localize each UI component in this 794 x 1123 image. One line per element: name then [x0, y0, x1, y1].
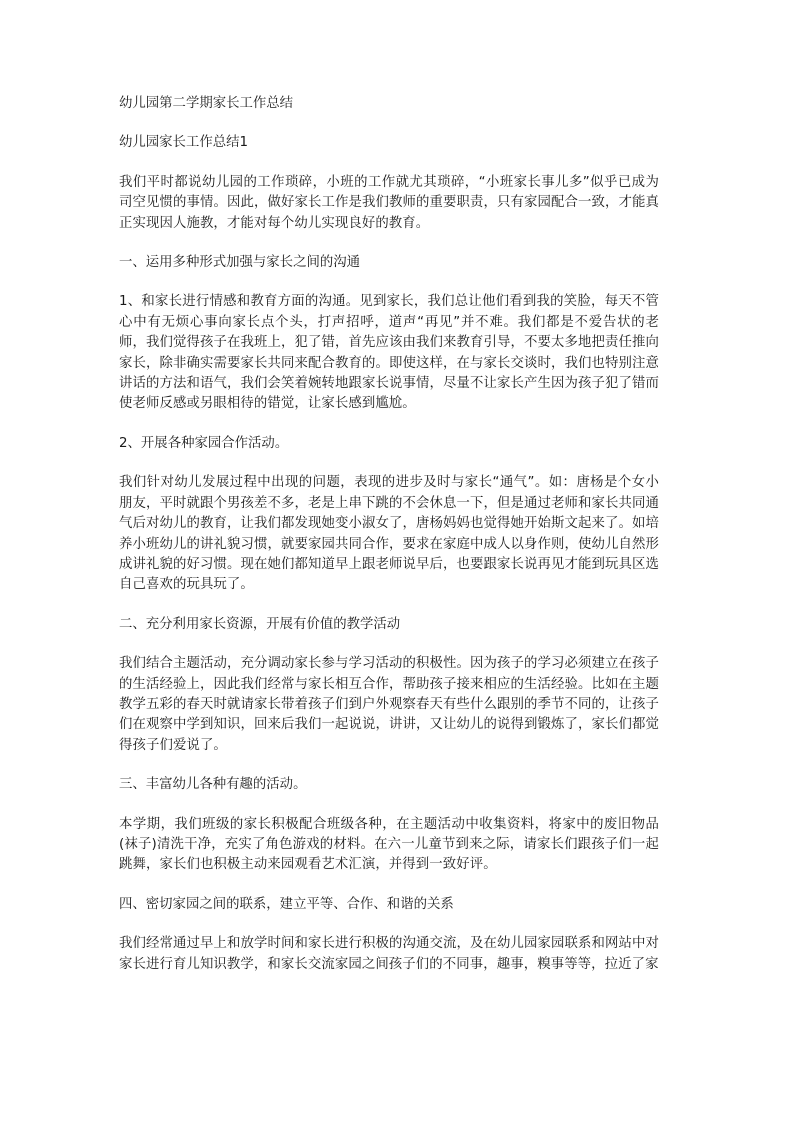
- section3-heading: 三、丰富幼儿各种有趣的活动。: [119, 777, 307, 793]
- section4-paragraph: 我们经常通过早上和放学时间和家长进行积极的沟通交流，及在幼儿园家园联系和网站中对家长进行育儿知识教学，和家长交流家园之间孩子们的不同事，趣事，糗事等等，拉近了家: [119, 936, 659, 972]
- section1-item2-paragraph: 我们针对幼儿发展过程中出现的问题，表现的进步及时与家长“通气”。如：唐杨是个女小朋友，平时就跟个男孩差不多，老是上串下跳的不会休息一下，但是通过老师和家长共同通气后对幼儿的教育，让我们都发现她变小淑女了，唐杨妈妈也觉得她开始斯文起来了。如培养小班幼儿的讲礼貌习惯，就要家园共同合作，要求在家庭中成人以身作则，使幼儿自然形成讲礼貌的好习惯。现在她们都知道早上跟老师说早后，也要跟家长说再见才能到玩具区选自己喜欢的玩具玩了。: [119, 475, 659, 593]
- section3-paragraph: 本学期，我们班级的家长积极配合班级各种，在主题活动中收集资料，将家中的废旧物品(袜子)清洗干净，充实了角色游戏的材料。在六一儿童节到来之际，请家长们跟孩子们一起跳舞，家长们也积极主动来园观看艺术汇演，并得到一致好评。: [119, 816, 659, 873]
- section2-heading: 二、充分利用家长资源，开展有价值的教学活动: [119, 616, 401, 632]
- section1-item1-paragraph: 1、和家长进行情感和教育方面的沟通。见到家长，我们总让他们看到我的笑脸，每天不管心中有无烦心事向家长点个头，打声招呼，道声“再见”并不难。我们都是不爱告状的老师，我们觉得孩子在我班上，犯了错，首先应该由我们来教育引导，不要太多地把责任推向家长，除非确实需要家长共同来配合教育的。即使这样，在与家长交谈时，我们也特别注意讲话的方法和语气，我们会笑着婉转地跟家长说事情，尽量不让家长产生因为孩子犯了错而使老师反感或另眼相待的错觉，让家长感到尴尬。: [119, 294, 659, 412]
- section4-heading: 四、密切家园之间的联系，建立平等、合作、和谐的关系: [119, 896, 454, 912]
- section1-heading: 一、运用多种形式加强与家长之间的沟通: [119, 255, 361, 271]
- document-page: [119, 94, 659, 975]
- document-title: 幼儿园第二学期家长工作总结: [119, 96, 294, 111]
- document-subtitle: 幼儿园家长工作总结1: [119, 135, 249, 151]
- section2-paragraph: 我们结合主题活动，充分调动家长参与学习活动的积极性。因为孩子的学习必须建立在孩子的生活经验上，因此我们经常与家长相互合作，帮助孩子接来相应的生活经验。比如在主题教学五彩的春天时就请家长带着孩子们到户外观察春天有些什么跟别的季节不同的，让孩子们在观察中学到知识，回来后我们一起说说，讲讲，又让幼儿的说得到锻炼了，家长们都觉得孩子们爱说了。: [119, 656, 659, 753]
- section1-item2-heading: 2、开展各种家园合作活动。: [119, 435, 289, 451]
- intro-paragraph: 我们平时都说幼儿园的工作琐碎，小班的工作就尤其琐碎，“小班家长事儿多”似乎已成为司空见惯的事情。因此，做好家长工作是我们教师的重要职责，只有家园配合一致，才能真正实现因人施教，才能对每个幼儿实现良好的教育。: [119, 174, 659, 231]
